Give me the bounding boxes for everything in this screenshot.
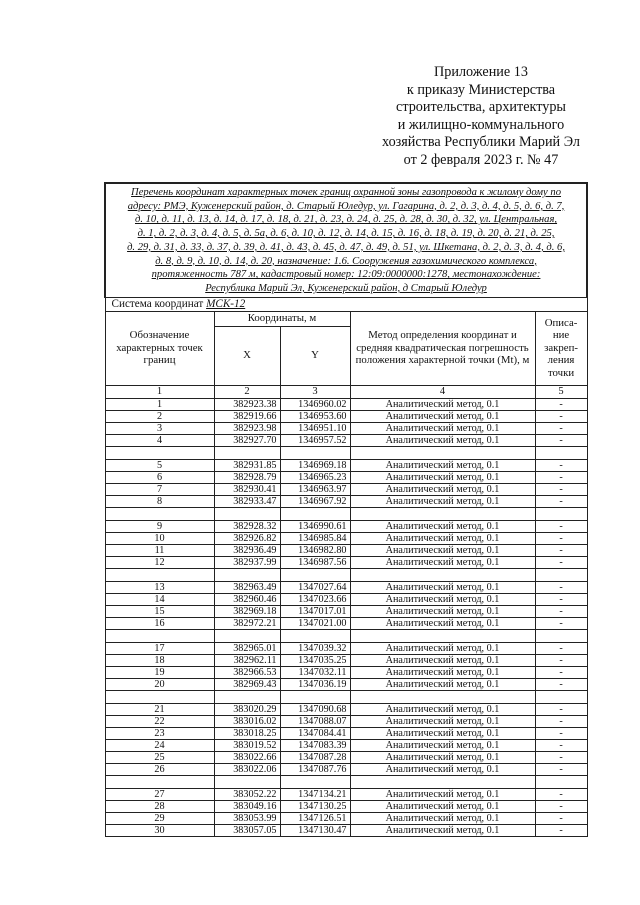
point-number: 12 xyxy=(105,556,214,568)
point-number: 4 xyxy=(105,434,214,446)
point-number: 13 xyxy=(105,581,214,593)
table-row xyxy=(105,654,587,666)
coord-y: 1347090.68 xyxy=(280,703,350,715)
empty-cell xyxy=(535,629,587,642)
empty-cell xyxy=(535,690,587,703)
method: Аналитический метод, 0.1 xyxy=(350,459,535,471)
method: Аналитический метод, 0.1 xyxy=(350,678,535,690)
fixing-description: - xyxy=(535,422,587,434)
point-number: 9 xyxy=(105,520,214,532)
point-number: 8 xyxy=(105,495,214,507)
column-number: 2 xyxy=(214,385,280,398)
fixing-description: - xyxy=(535,715,587,727)
coord-x: 382936.49 xyxy=(214,544,280,556)
point-number: 14 xyxy=(105,593,214,605)
table-row xyxy=(105,581,587,593)
title-line: д. 29, д. 31, д. 33, д. 37, д. 39, д. 41, д. 43, д. 45, д. 47, д. 49, д. 51, ул. Шкетана, д. 2, д. 3, д. 4, д. 6, xyxy=(127,241,565,253)
table-row xyxy=(105,471,587,483)
fixing-description: - xyxy=(535,666,587,678)
coord-y: 1347130.25 xyxy=(280,800,350,812)
empty-cell xyxy=(350,507,535,520)
method: Аналитический метод, 0.1 xyxy=(350,703,535,715)
fixing-description: - xyxy=(535,824,587,836)
method: Аналитический метод, 0.1 xyxy=(350,483,535,495)
empty-cell xyxy=(105,568,214,581)
fixing-description: - xyxy=(535,812,587,824)
table-row xyxy=(105,715,587,727)
group-separator xyxy=(105,446,587,459)
empty-cell xyxy=(280,775,350,788)
table-row xyxy=(105,751,587,763)
table-row xyxy=(105,666,587,678)
coord-y: 1346951.10 xyxy=(280,422,350,434)
empty-cell xyxy=(105,629,214,642)
header-line: от 2 февраля 2023 г. № 47 xyxy=(403,151,559,168)
coord-y: 1347087.28 xyxy=(280,751,350,763)
fixing-description: - xyxy=(535,678,587,690)
coord-x: 382933.47 xyxy=(214,495,280,507)
method: Аналитический метод, 0.1 xyxy=(350,544,535,556)
fixing-description: - xyxy=(535,605,587,617)
coordinate-system-code: МСК-12 xyxy=(206,297,246,310)
method: Аналитический метод, 0.1 xyxy=(350,556,535,568)
empty-cell xyxy=(535,775,587,788)
title-line: д. 1, д. 2, д. 3, д. 4, д. 5, д. 5а, д. 6, д. 10, д. 12, д. 14, д. 15, д. 16, д. 18, д. 19, д. 20, д. 21, д. 25, xyxy=(137,228,555,240)
table-row xyxy=(105,605,587,617)
column-number: 5 xyxy=(535,385,587,398)
fixing-description: - xyxy=(535,556,587,568)
title-line: д. 10, д. 11, д. 13, д. 14, д. 17, д. 18, д. 21, д. 23, д. 24, д. 25, д. 28, д. 30, д. 32, ул. Центральная, xyxy=(134,214,558,226)
table-row xyxy=(105,739,587,751)
coord-y: 1347021.00 xyxy=(280,617,350,629)
title-line: протяженность 787 м, кадастровый номер: 12:09:0000000:1278, местонахождение: xyxy=(151,269,541,281)
col-header-y: Y xyxy=(280,326,350,385)
method: Аналитический метод, 0.1 xyxy=(350,532,535,544)
table-row xyxy=(105,824,587,836)
coord-x: 383018.25 xyxy=(214,727,280,739)
fixing-description: - xyxy=(535,642,587,654)
method: Аналитический метод, 0.1 xyxy=(350,642,535,654)
method: Аналитический метод, 0.1 xyxy=(350,727,535,739)
coord-x: 382927.70 xyxy=(214,434,280,446)
empty-cell xyxy=(105,446,214,459)
point-number: 26 xyxy=(105,763,214,775)
table-title xyxy=(105,183,587,297)
method: Аналитический метод, 0.1 xyxy=(350,788,535,800)
point-number: 17 xyxy=(105,642,214,654)
point-number: 23 xyxy=(105,727,214,739)
fixing-description: - xyxy=(535,763,587,775)
method: Аналитический метод, 0.1 xyxy=(350,800,535,812)
coord-x: 382969.43 xyxy=(214,678,280,690)
method: Аналитический метод, 0.1 xyxy=(350,751,535,763)
coord-y: 1347039.32 xyxy=(280,642,350,654)
method: Аналитический метод, 0.1 xyxy=(350,422,535,434)
group-separator xyxy=(105,507,587,520)
col-header-coords: Координаты, м xyxy=(214,311,350,326)
point-number: 19 xyxy=(105,666,214,678)
point-number: 15 xyxy=(105,605,214,617)
group-separator xyxy=(105,629,587,642)
coord-y: 1347027.64 xyxy=(280,581,350,593)
coord-y: 1346963.97 xyxy=(280,483,350,495)
empty-cell xyxy=(214,690,280,703)
fixing-description: - xyxy=(535,483,587,495)
column-numbers-row xyxy=(105,385,587,398)
coord-y: 1346965.23 xyxy=(280,471,350,483)
empty-cell xyxy=(280,690,350,703)
coord-x: 383022.06 xyxy=(214,763,280,775)
empty-cell xyxy=(214,775,280,788)
coord-x: 382960.46 xyxy=(214,593,280,605)
point-number: 22 xyxy=(105,715,214,727)
coord-x: 382928.79 xyxy=(214,471,280,483)
table-row xyxy=(105,459,587,471)
table-row xyxy=(105,800,587,812)
coord-x: 382930.41 xyxy=(214,483,280,495)
header-line: Приложение 13 xyxy=(434,64,528,80)
method: Аналитический метод, 0.1 xyxy=(350,410,535,422)
fixing-description: - xyxy=(535,471,587,483)
coord-x: 383020.29 xyxy=(214,703,280,715)
fixing-description: - xyxy=(535,495,587,507)
fixing-description: - xyxy=(535,520,587,532)
coord-y: 1347084.41 xyxy=(280,727,350,739)
coord-y: 1347023.66 xyxy=(280,593,350,605)
coord-y: 1347088.07 xyxy=(280,715,350,727)
empty-cell xyxy=(214,629,280,642)
coord-y: 1346985.84 xyxy=(280,532,350,544)
table-row xyxy=(105,398,587,410)
coord-y: 1346990.61 xyxy=(280,520,350,532)
empty-cell xyxy=(214,446,280,459)
coord-x: 382965.01 xyxy=(214,642,280,654)
title-line: Республика Марий Эл, Куженерский район, д Старый Юледур xyxy=(205,282,487,294)
coord-x: 383057.05 xyxy=(214,824,280,836)
empty-cell xyxy=(350,775,535,788)
fixing-description: - xyxy=(535,703,587,715)
fixing-description: - xyxy=(535,434,587,446)
point-number: 1 xyxy=(105,398,214,410)
point-number: 5 xyxy=(105,459,214,471)
col-header-description: Описа-ние закреп-ления точки xyxy=(535,311,587,385)
fixing-description: - xyxy=(535,532,587,544)
coord-x: 382923.98 xyxy=(214,422,280,434)
method: Аналитический метод, 0.1 xyxy=(350,398,535,410)
table-row xyxy=(105,593,587,605)
fixing-description: - xyxy=(535,410,587,422)
table-row xyxy=(105,727,587,739)
coord-x: 382928.32 xyxy=(214,520,280,532)
coord-y: 1347134.21 xyxy=(280,788,350,800)
coordinate-system xyxy=(105,297,587,311)
empty-cell xyxy=(280,629,350,642)
group-separator xyxy=(105,775,587,788)
point-number: 28 xyxy=(105,800,214,812)
point-number: 11 xyxy=(105,544,214,556)
table-row xyxy=(105,434,587,446)
coord-y: 1346987.56 xyxy=(280,556,350,568)
fixing-description: - xyxy=(535,739,587,751)
column-number: 4 xyxy=(350,385,535,398)
coord-x: 382919.66 xyxy=(214,410,280,422)
point-number: 7 xyxy=(105,483,214,495)
method: Аналитический метод, 0.1 xyxy=(350,739,535,751)
fixing-description: - xyxy=(535,581,587,593)
coord-y: 1346957.52 xyxy=(280,434,350,446)
coord-x: 382962.11 xyxy=(214,654,280,666)
coord-x: 382937.99 xyxy=(214,556,280,568)
table-row xyxy=(105,678,587,690)
title-line: адресу: РМЭ, Куженерский район, д. Старый Юледур, ул. Гагарина, д. 2, д. 3, д. 4, д. 5, д. 6, д. 7, xyxy=(127,200,565,212)
fixing-description: - xyxy=(535,800,587,812)
coord-y: 1346960.02 xyxy=(280,398,350,410)
table-row xyxy=(105,410,587,422)
point-number: 18 xyxy=(105,654,214,666)
empty-cell xyxy=(280,568,350,581)
method: Аналитический метод, 0.1 xyxy=(350,715,535,727)
empty-cell xyxy=(350,446,535,459)
table-row xyxy=(105,422,587,434)
table-row xyxy=(105,788,587,800)
table-row xyxy=(105,483,587,495)
point-number: 30 xyxy=(105,824,214,836)
coord-x: 382923.38 xyxy=(214,398,280,410)
method: Аналитический метод, 0.1 xyxy=(350,581,535,593)
empty-cell xyxy=(105,775,214,788)
method: Аналитический метод, 0.1 xyxy=(350,495,535,507)
method: Аналитический метод, 0.1 xyxy=(350,434,535,446)
coord-y: 1347036.19 xyxy=(280,678,350,690)
point-number: 16 xyxy=(105,617,214,629)
table-row xyxy=(105,642,587,654)
group-separator xyxy=(105,690,587,703)
title-line: д. 8, д. 9, д. 10, д. 14, д. 20, назначение: 1.6. Сооружения газохимического комплекса, xyxy=(155,255,537,267)
point-number: 3 xyxy=(105,422,214,434)
point-number: 6 xyxy=(105,471,214,483)
coord-y: 1347035.25 xyxy=(280,654,350,666)
point-number: 24 xyxy=(105,739,214,751)
coord-x: 383016.02 xyxy=(214,715,280,727)
point-number: 10 xyxy=(105,532,214,544)
empty-cell xyxy=(105,507,214,520)
empty-cell xyxy=(214,507,280,520)
coord-x: 382966.53 xyxy=(214,666,280,678)
col-header-x: X xyxy=(214,326,280,385)
coord-y: 1347087.76 xyxy=(280,763,350,775)
coord-x: 382926.82 xyxy=(214,532,280,544)
column-number: 3 xyxy=(280,385,350,398)
coord-x: 382972.21 xyxy=(214,617,280,629)
group-separator xyxy=(105,568,587,581)
coord-x: 383052.22 xyxy=(214,788,280,800)
fixing-description: - xyxy=(535,544,587,556)
empty-cell xyxy=(350,690,535,703)
fixing-description: - xyxy=(535,459,587,471)
coord-y: 1346967.92 xyxy=(280,495,350,507)
fixing-description: - xyxy=(535,751,587,763)
coord-x: 383019.52 xyxy=(214,739,280,751)
empty-cell xyxy=(105,690,214,703)
coord-y: 1346982.80 xyxy=(280,544,350,556)
table-row xyxy=(105,544,587,556)
method: Аналитический метод, 0.1 xyxy=(350,666,535,678)
empty-cell xyxy=(280,446,350,459)
coord-x: 383022.66 xyxy=(214,751,280,763)
coord-y: 1347126.51 xyxy=(280,812,350,824)
empty-cell xyxy=(535,568,587,581)
point-number: 25 xyxy=(105,751,214,763)
empty-cell xyxy=(350,568,535,581)
table-body xyxy=(105,398,587,836)
fixing-description: - xyxy=(535,654,587,666)
fixing-description: - xyxy=(535,617,587,629)
coord-y: 1346953.60 xyxy=(280,410,350,422)
method: Аналитический метод, 0.1 xyxy=(350,812,535,824)
table-row xyxy=(105,812,587,824)
appendix-header xyxy=(356,64,606,170)
fixing-description: - xyxy=(535,593,587,605)
coord-y: 1347017.01 xyxy=(280,605,350,617)
empty-cell xyxy=(280,507,350,520)
fixing-description: - xyxy=(535,727,587,739)
header-line: к приказу Министерства xyxy=(406,81,556,98)
point-number: 27 xyxy=(105,788,214,800)
empty-cell xyxy=(350,629,535,642)
table-row xyxy=(105,495,587,507)
column-number: 1 xyxy=(105,385,214,398)
method: Аналитический метод, 0.1 xyxy=(350,617,535,629)
empty-cell xyxy=(535,446,587,459)
table-row xyxy=(105,617,587,629)
method: Аналитический метод, 0.1 xyxy=(350,654,535,666)
col-header-point: Обозначение характерных точек границ xyxy=(105,311,214,385)
coord-x: 383053.99 xyxy=(214,812,280,824)
coordinate-system-label: Система координат xyxy=(111,297,204,310)
fixing-description: - xyxy=(535,398,587,410)
coord-x: 383049.16 xyxy=(214,800,280,812)
empty-cell xyxy=(535,507,587,520)
coord-x: 382963.49 xyxy=(214,581,280,593)
method: Аналитический метод, 0.1 xyxy=(350,471,535,483)
method: Аналитический метод, 0.1 xyxy=(350,605,535,617)
coord-y: 1347130.47 xyxy=(280,824,350,836)
coord-x: 382969.18 xyxy=(214,605,280,617)
point-number: 2 xyxy=(105,410,214,422)
header-line: и жилищно-коммунального xyxy=(397,116,565,133)
point-number: 29 xyxy=(105,812,214,824)
method: Аналитический метод, 0.1 xyxy=(350,520,535,532)
col-header-method: Метод определения координат и средняя квадратическая погрешность положения характерной точки (Mt), м xyxy=(350,311,535,385)
table-row xyxy=(105,763,587,775)
header-line: хозяйства Республики Марий Эл xyxy=(382,134,580,151)
coord-x: 382931.85 xyxy=(214,459,280,471)
point-number: 20 xyxy=(105,678,214,690)
coord-y: 1346969.18 xyxy=(280,459,350,471)
table-row xyxy=(105,703,587,715)
method: Аналитический метод, 0.1 xyxy=(350,763,535,775)
empty-cell xyxy=(214,568,280,581)
point-number: 21 xyxy=(105,703,214,715)
method: Аналитический метод, 0.1 xyxy=(350,824,535,836)
fixing-description: - xyxy=(535,788,587,800)
coord-y: 1347083.39 xyxy=(280,739,350,751)
table-row xyxy=(105,556,587,568)
header-line: строительства, архитектуры xyxy=(396,99,566,116)
table-row xyxy=(105,532,587,544)
table-row xyxy=(105,520,587,532)
coordinates-table xyxy=(104,182,588,837)
method: Аналитический метод, 0.1 xyxy=(350,593,535,605)
title-line: Перечень координат характерных точек границ охранной зоны газопровода к жилому дому по xyxy=(131,187,562,198)
coord-y: 1347032.11 xyxy=(280,666,350,678)
